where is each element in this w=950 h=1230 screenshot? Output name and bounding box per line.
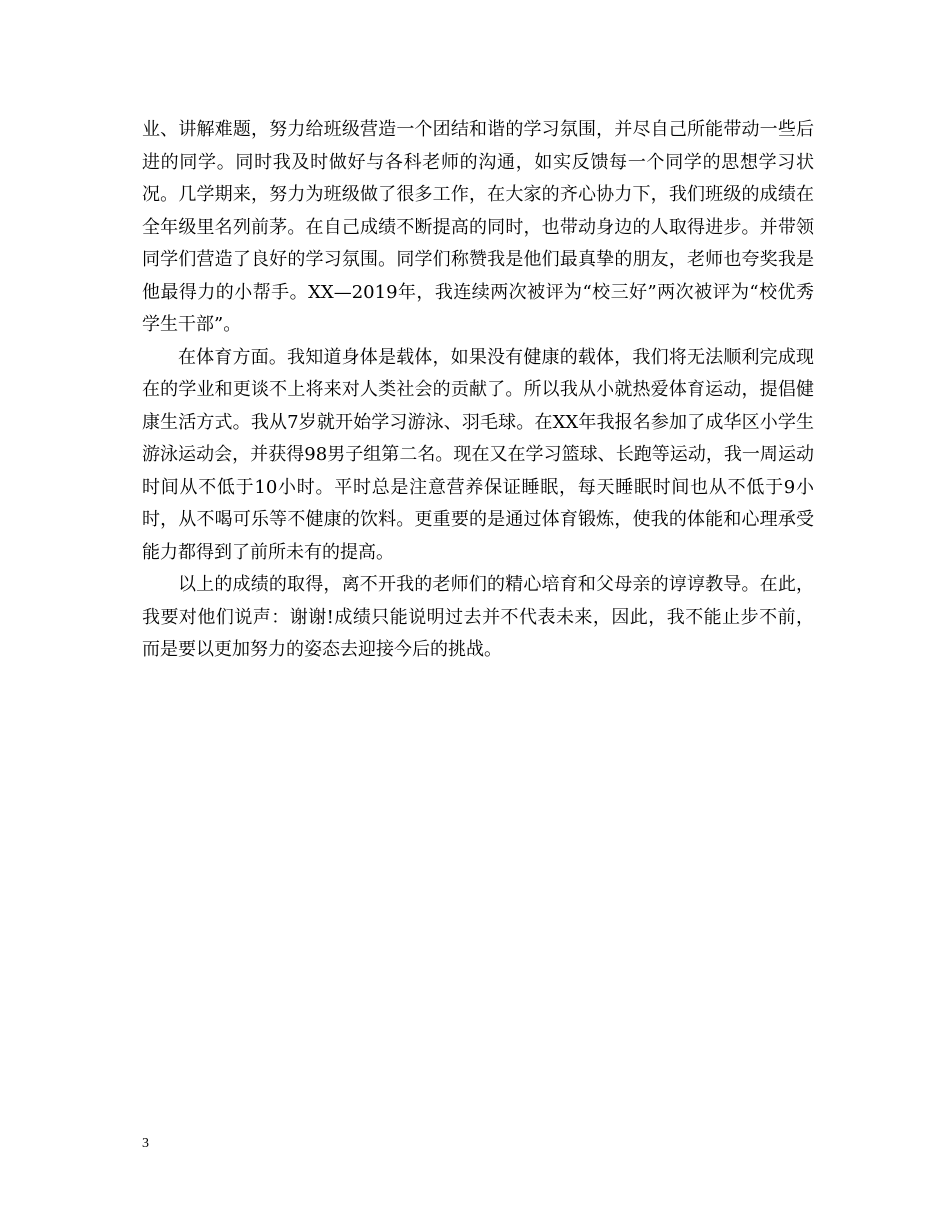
body-text [142, 114, 814, 667]
paragraph-sports: 在体育方面。我知道身体是载体，如果没有健康的载体，我们将无法顺利完成现在的学业和更谈不上将来对人类社会的贡献了。所以我从小就热爱体育运动，提倡健康生活方式。我从7岁就开始学习游泳、羽毛球。在XX年我报名参加了成华区小学生游泳运动会，并获得98男子组第二名。现在又在学习篮球、长跑等运动，我一周运动时间从不低于10小时。平时总是注意营养保证睡眠，每天睡眠时间也从不低于9小时，从不喝可乐等不健康的饮料。更重要的是通过体育锻炼，使我的体能和心理承受能力都得到了前所未有的提高。 [142, 346, 814, 563]
paragraph-class-work: 业、讲解难题，努力给班级营造一个团结和谐的学习氛围，并尽自己所能带动一些后进的同学。同时我及时做好与各科老师的沟通，如实反馈每一个同学的思想学习状况。几学期来，努力为班级做了很多工作，在大家的齐心协力下，我们班级的成绩在全年级里名列前茅。在自己成绩不断提高的同时，也带动身边的人取得进步。并带领同学们营造了良好的学习氛围。同学们称赞我是他们最真挚的朋友，老师也夸奖我是他最得力的小帮手。XX—2019年，我连续两次被评为“校三好”两次被评为“校优秀学生干部”。 [142, 119, 814, 335]
page-number: 3 [142, 1136, 149, 1151]
paragraph-gratitude: 以上的成绩的取得，离不开我的老师们的精心培育和父母亲的谆谆教导。在此，我要对他们说声：谢谢!成绩只能说明过去并不代表未来，因此，我不能止步不前，而是要以更加努力的姿态去迎接今后的挑战。 [142, 574, 814, 660]
